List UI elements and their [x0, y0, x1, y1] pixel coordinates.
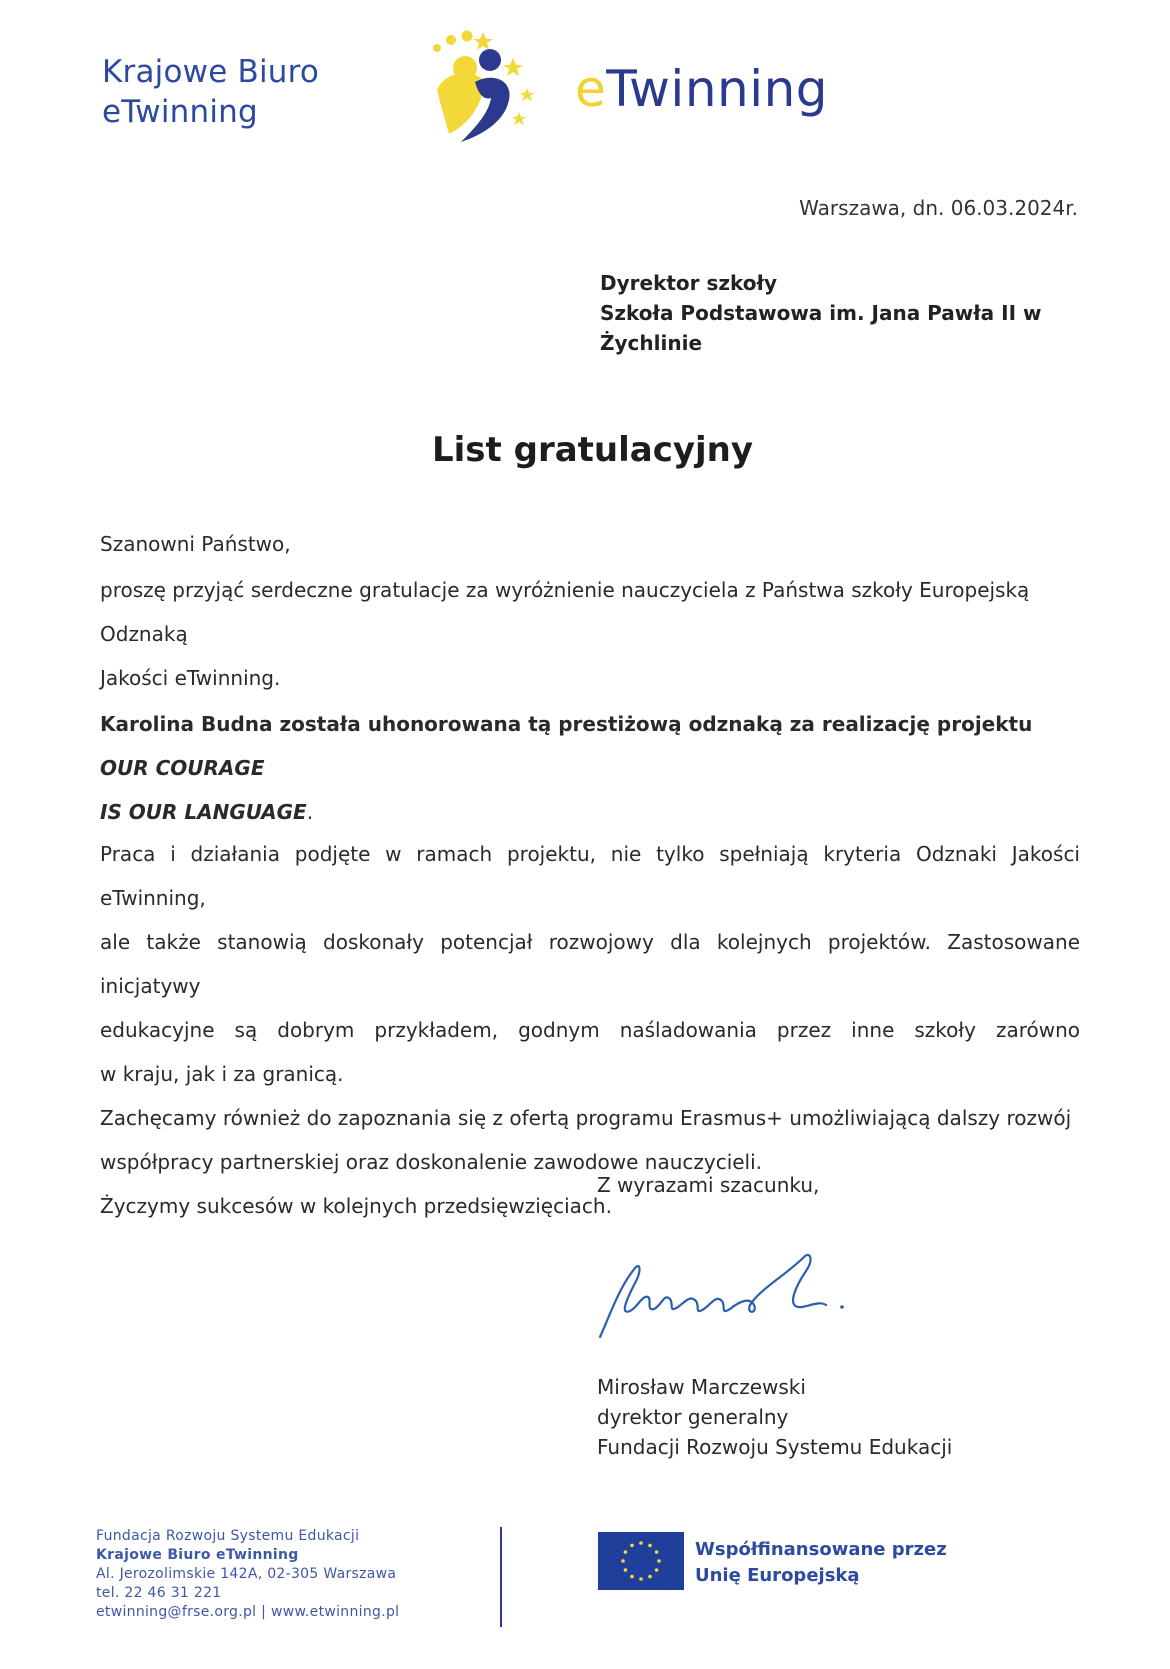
award-paragraph	[100, 702, 1080, 834]
eu-cofunding-text	[695, 1537, 947, 1589]
footer-contact	[96, 1527, 399, 1622]
recipient-block	[600, 268, 1041, 358]
etwinning-wordmark	[575, 60, 828, 118]
closing-phrase: Z wyrazami szacunku,	[597, 1173, 820, 1197]
para3-line4: w kraju, jak i za granicą.	[100, 1062, 344, 1086]
para3-line2: ale także stanowią doskonały potencjał rozwojowy dla kolejnych projektów. Zastosowane inicjatywy	[100, 930, 1080, 998]
project-name-line1: OUR COURAGE	[100, 756, 265, 780]
footer-website[interactable]: www.etwinning.pl	[270, 1604, 400, 1620]
project-name-line2: IS OUR LANGUAGE	[100, 800, 307, 824]
org-name	[102, 52, 319, 132]
recipient-line1: Dyrektor szkoły	[600, 271, 778, 295]
award-text: Karolina Budna została uhonorowana tą prestiżową odznaką za realizację projektu	[100, 712, 1033, 736]
footer-divider	[500, 1527, 502, 1627]
wordmark-rest: Twinning	[606, 60, 829, 118]
recipient-line2: Szkoła Podstawowa im. Jana Pawła II w	[600, 301, 1042, 325]
eu-text-line1: Współfinansowane przez	[695, 1539, 947, 1560]
signer-block	[597, 1372, 952, 1462]
greeting: Szanowni Państwo,	[100, 532, 291, 556]
signer-position: dyrektor generalny	[597, 1405, 789, 1429]
footer-office: Krajowe Biuro eTwinning	[96, 1547, 299, 1563]
para4-line1: Zachęcamy również do zapoznania się z ofertą programu Erasmus+ umożliwiającą dalszy rozwój	[100, 1106, 1072, 1130]
footer-address: Al. Jerozolimskie 142A, 02-305 Warszawa	[96, 1566, 397, 1582]
intro-line2: Jakości eTwinning.	[100, 666, 281, 690]
org-name-line2: eTwinning	[102, 94, 258, 130]
intro-paragraph	[100, 522, 1080, 700]
letter-date: Warszawa, dn. 06.03.2024r.	[799, 196, 1078, 220]
footer-foundation: Fundacja Rozwoju Systemu Edukacji	[96, 1528, 360, 1544]
main-paragraph	[100, 832, 1080, 1228]
signer-name: Mirosław Marczewski	[597, 1375, 806, 1399]
wishes-line: Życzymy sukcesów w kolejnych przedsięwzięciach.	[100, 1194, 612, 1218]
org-name-line1: Krajowe Biuro	[102, 54, 320, 90]
footer-separator: |	[261, 1604, 267, 1620]
letter-title: List gratulacyjny	[431, 430, 754, 470]
eu-text-line2: Unię Europejską	[695, 1565, 860, 1586]
intro-line1: proszę przyjąć serdeczne gratulacje za wyróżnienie nauczyciela z Państwa szkoły Europejską Odznaką	[100, 578, 1030, 646]
footer-phone: tel. 22 46 31 221	[96, 1585, 222, 1601]
footer-email[interactable]: etwinning@frse.org.pl	[96, 1604, 257, 1620]
para4-line2: współpracy partnerskiej oraz doskonalenie zawodowe nauczycieli.	[100, 1150, 763, 1174]
wordmark-e: e	[575, 60, 607, 118]
signer-organization: Fundacji Rozwoju Systemu Edukacji	[597, 1435, 953, 1459]
award-end: .	[306, 800, 314, 824]
eu-flag-icon	[598, 1532, 684, 1590]
para3-line3: edukacyjne są dobrym przykładem, godnym naśladowania przez inne szkoły zarówno	[100, 1018, 1080, 1042]
handwritten-signature	[590, 1245, 870, 1355]
para3-line1: Praca i działania podjęte w ramach projektu, nie tylko spełniają kryteria Odznaki Jakości eTwinning,	[100, 842, 1080, 910]
recipient-line3: Żychlinie	[600, 331, 703, 355]
